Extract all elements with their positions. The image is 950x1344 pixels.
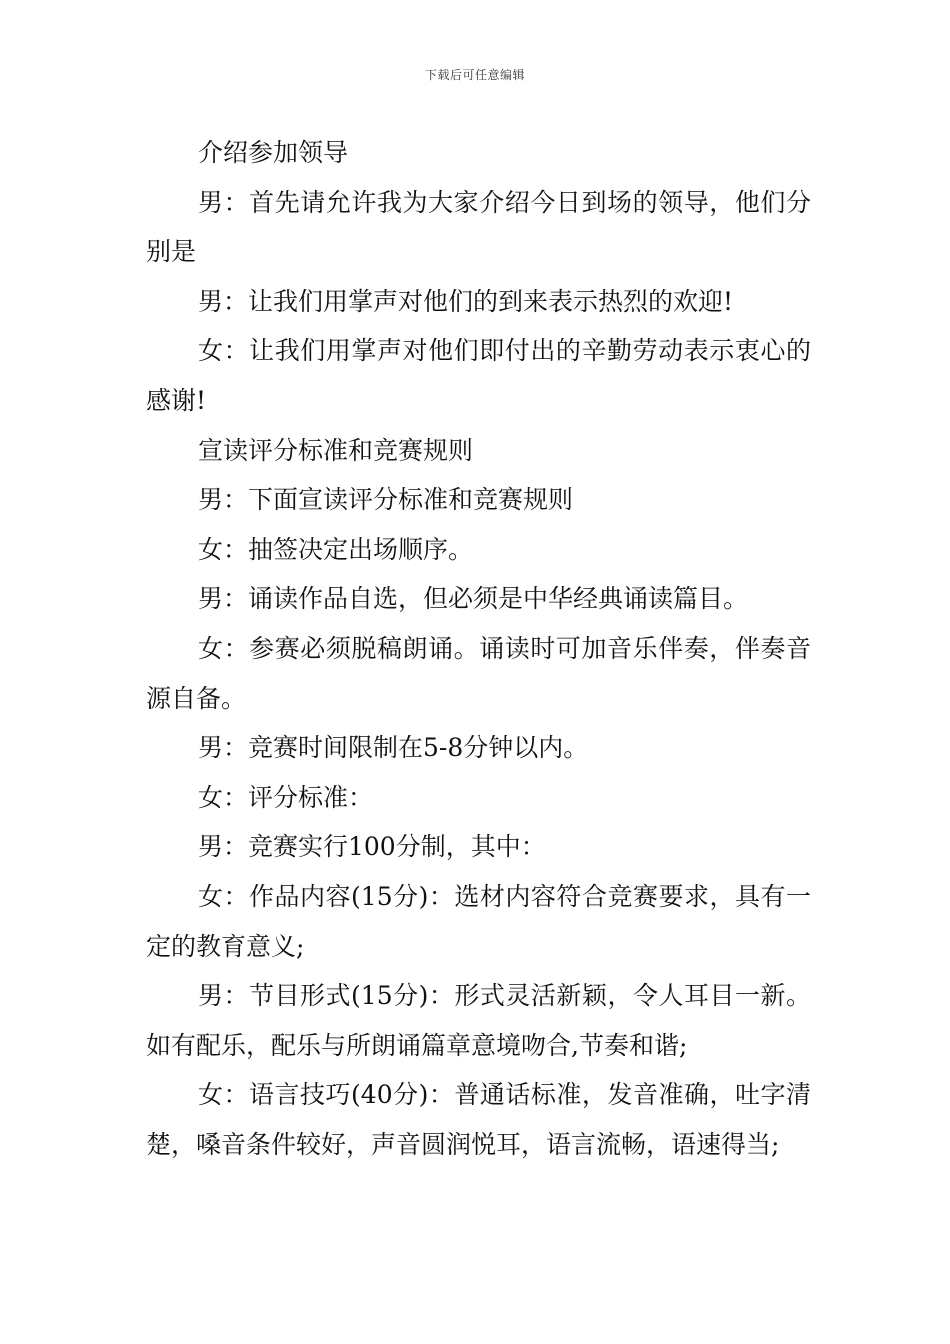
paragraph: 男：诵读作品自选，但必须是中华经典诵读篇目。 bbox=[198, 584, 749, 614]
paragraph: 男：竞赛实行100分制，其中： bbox=[198, 832, 546, 862]
paragraph: 女：抽签决定出场顺序。 bbox=[198, 534, 474, 564]
paragraph: 女：评分标准： bbox=[198, 782, 374, 812]
paragraph: 男：下面宣读评分标准和竞赛规则 bbox=[198, 485, 574, 515]
paragraph: 男：让我们用掌声对他们的到来表示热烈的欢迎! bbox=[198, 286, 734, 316]
page-header: 下载后可任意编辑 bbox=[424, 68, 525, 82]
paragraph: 女：语言技巧(40分)：普通话标准，发音准确，吐字清楚，嗓音条件较好，声音圆润悦耳，语言流畅，语速得当; bbox=[146, 1080, 811, 1159]
paragraph: 女：参赛必须脱稿朗诵。诵读时可加音乐伴奏，伴奏音源自备。 bbox=[146, 633, 811, 713]
paragraph: 女：作品内容(15分)：选材内容符合竞赛要求，具有一定的教育意义; bbox=[146, 881, 811, 961]
paragraph: 男：节目形式(15分)：形式灵活新颖，令人耳目一新。如有配乐，配乐与所朗诵篇章意境吻合,节奏和谐; bbox=[146, 981, 811, 1060]
section-heading-rules: 宣读评分标准和竞赛规则 bbox=[198, 435, 474, 465]
paragraph: 男：首先请允许我为大家介绍今日到场的领导，他们分别是 bbox=[146, 187, 811, 267]
section-heading-introduce-leaders: 介绍参加领导 bbox=[198, 138, 349, 167]
paragraph: 女：让我们用掌声对他们即付出的辛勤劳动表示衷心的感谢! bbox=[146, 336, 811, 415]
paragraph: 男：竞赛时间限制在5-8分钟以内。 bbox=[198, 733, 589, 763]
document-body bbox=[146, 128, 811, 1169]
